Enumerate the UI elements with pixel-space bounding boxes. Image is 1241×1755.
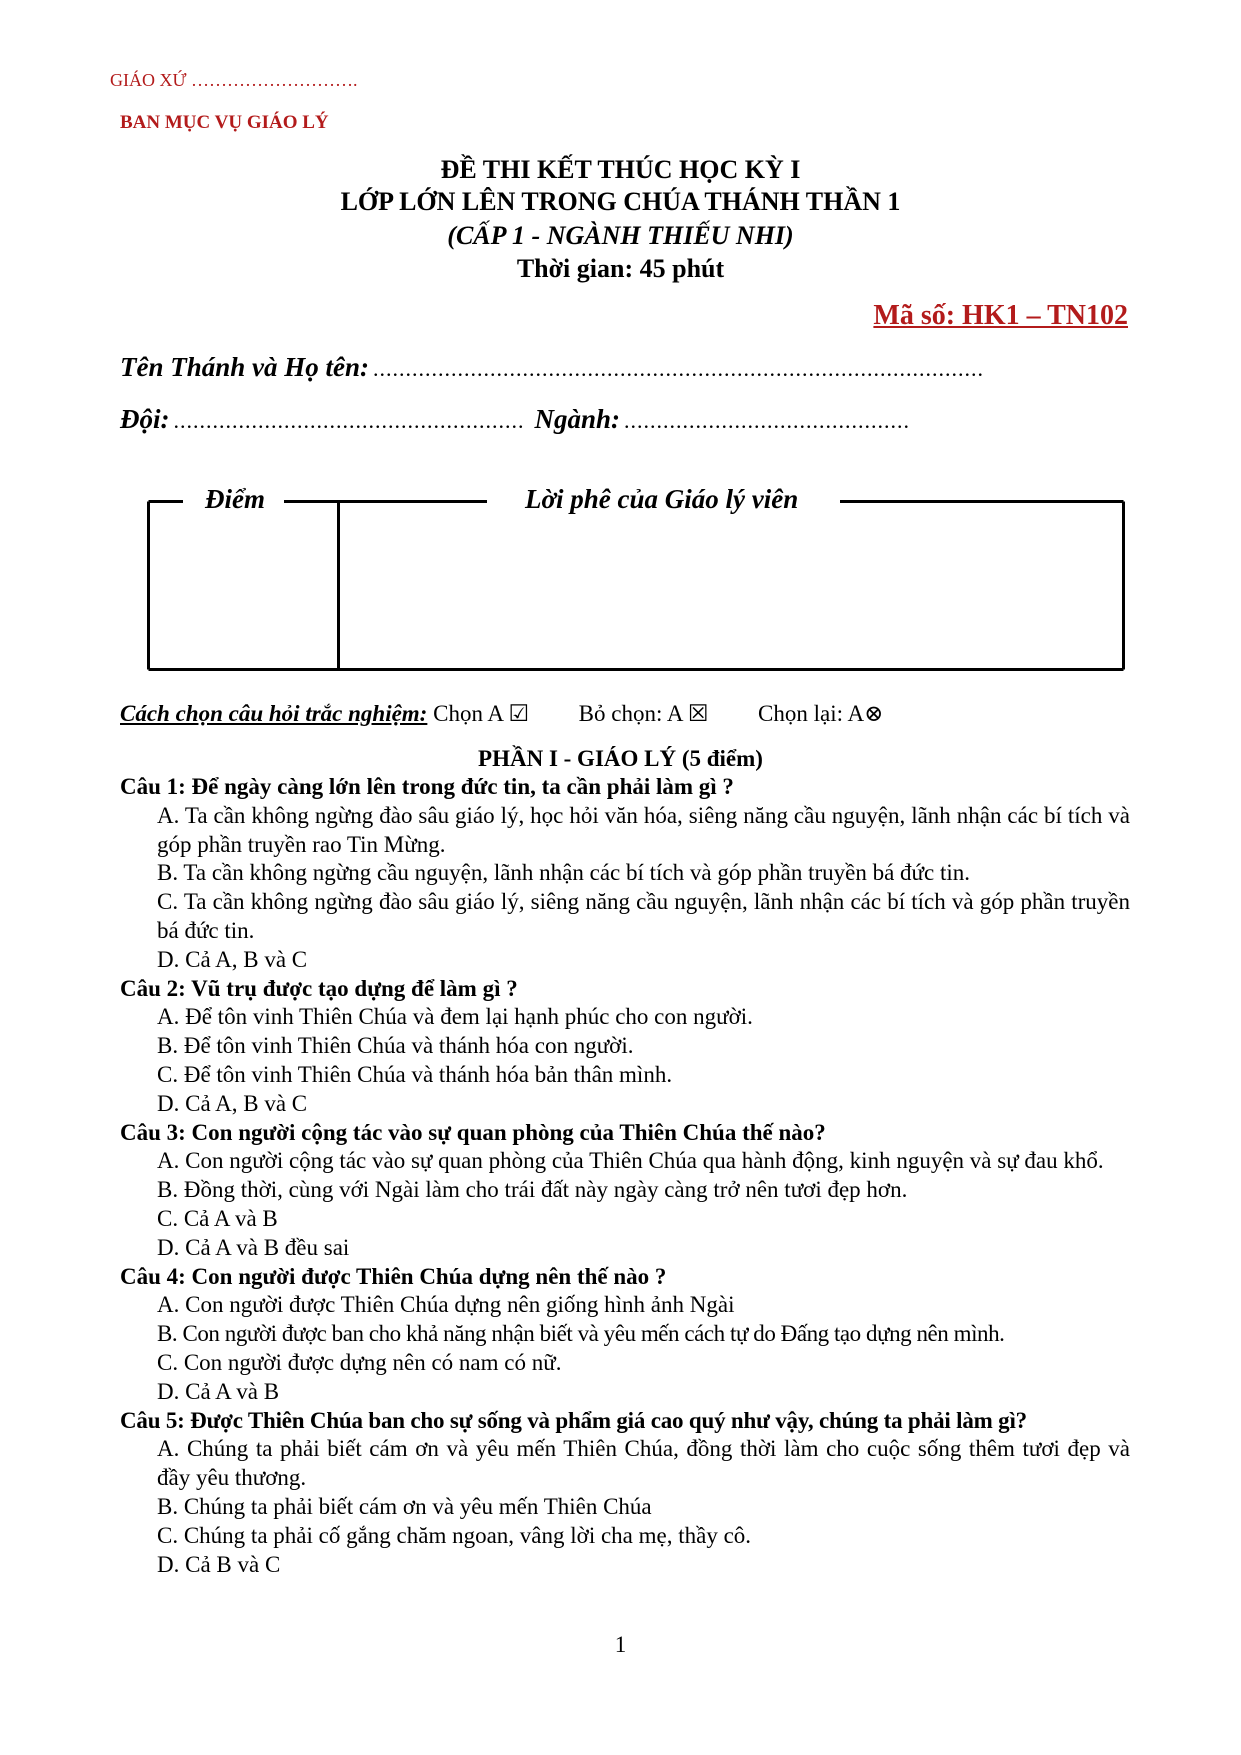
option-c[interactable] [120,1061,1130,1090]
option-a[interactable] [120,1291,1130,1320]
team-dots: ...................................................... [173,408,525,433]
name-dots: .............................................................................................. [373,356,985,381]
branch-field[interactable] [534,404,911,434]
option-text: C. Con người được dựng nên có nam có nữ. [157,1349,562,1375]
option-text: C. Ta cần không ngừng đào sâu giáo lý, siêng năng cầu nguyện, lãnh nhận các bí tích và góp phần truyền bá đức tin. [157,889,1130,943]
score-label: Điểm [205,484,265,514]
answer-instructions [120,701,883,727]
instructions-label: Cách chọn câu hỏi trắc nghiệm: [120,701,428,726]
parish-line: GIÁO XỨ ………………………. [110,70,358,90]
branch-dots: ............................................ [624,408,911,433]
question-2 [120,975,1130,1119]
option-text: A. Để tôn vinh Thiên Chúa và đem lại hạnh phúc cho con người. [157,1004,753,1030]
option-b[interactable] [120,859,1130,888]
option-text: B. Chúng ta phải biết cám ơn và yêu mến Thiên Chúa [157,1493,652,1519]
unchoose-instruction: Bỏ chọn: A ☒ [578,701,709,726]
score-comment-box [147,484,1125,671]
option-a[interactable] [120,1003,1130,1032]
option-text: A. Con người được Thiên Chúa dựng nên giống hình ảnh Ngài [157,1292,735,1318]
option-d[interactable] [120,1234,1130,1263]
option-c[interactable] [120,1349,1130,1378]
option-text: A. Chúng ta phải biết cám ơn và yêu mến Thiên Chúa, đồng thời làm cho cuộc sống thêm tươi đẹp và đầy yêu thương. [157,1436,1130,1491]
option-b[interactable] [120,1493,1130,1522]
exam-code: Mã số: HK1 – TN102 [873,300,1128,331]
exam-title: ĐỀ THI KẾT THÚC HỌC KỲ I [440,155,801,184]
question-text: Câu 2: Vũ trụ được tạo dựng để làm gì ? [120,975,518,1001]
option-text: D. Cả A, B và C [157,946,308,972]
option-b[interactable] [120,1176,1130,1205]
option-d[interactable] [120,1090,1130,1119]
class-title: LỚP LỚN LÊN TRONG CHÚA THÁNH THẦN 1 [340,187,901,216]
option-text: D. Cả B và C [157,1551,281,1577]
option-text: A. Ta cần không ngừng đào sâu giáo lý, học hỏi văn hóa, siêng năng cầu nguyện, lãnh nhận các bí tích và góp phần truyền rao Tin Mừng. [157,802,1130,857]
duration: Thời gian: 45 phút [516,254,725,283]
option-text: B. Con người được ban cho khả năng nhận biết và yêu mến cách tự do Đấng tạo dựng nên mình. [157,1321,1005,1347]
option-d[interactable] [120,946,1130,975]
option-text: C. Để tôn vinh Thiên Chúa và thánh hóa bản thân mình. [157,1061,673,1087]
question-list [120,773,1130,1579]
option-text: D. Cả A và B đều sai [157,1234,350,1260]
option-text: C. Cả A và B [157,1205,278,1231]
team-field[interactable] [120,404,529,434]
question-text: Câu 1: Để ngày càng lớn lên trong đức tin, ta cần phải làm gì ? [120,774,734,799]
option-text: B. Ta cần không ngừng cầu nguyện, lãnh nhận các bí tích và góp phần truyền bá đức tin. [157,860,970,886]
option-d[interactable] [120,1378,1130,1407]
option-c[interactable] [120,888,1130,946]
rechoose-instruction: Chọn lại: A⊗ [758,701,884,726]
catechism-board: BAN MỤC VỤ GIÁO LÝ [120,112,329,133]
option-text: D. Cả A và B [157,1378,280,1404]
option-b[interactable] [120,1320,1130,1349]
option-text: B. Đồng thời, cùng với Ngài làm cho trái đất này ngày càng trở nên tươi đẹp hơn. [157,1177,908,1203]
option-a[interactable] [120,1147,1130,1176]
question-text: Câu 5: Được Thiên Chúa ban cho sự sống và phẩm giá cao quý như vậy, chúng ta phải làm gì? [120,1407,1027,1433]
part-title: PHẦN I - GIÁO LÝ (5 điểm) [478,746,763,771]
question-text: Câu 3: Con người cộng tác vào sự quan phòng của Thiên Chúa thế nào? [120,1119,826,1145]
option-b[interactable] [120,1032,1130,1061]
option-c[interactable] [120,1205,1130,1234]
choose-instruction: Chọn A ☑ [433,701,530,726]
page-number: 1 [614,1632,627,1657]
question-text: Câu 4: Con người được Thiên Chúa dựng nên thế nào ? [120,1263,667,1289]
option-text: D. Cả A, B và C [157,1090,308,1116]
question-5 [120,1407,1130,1580]
option-a[interactable] [120,1435,1130,1493]
question-1 [120,773,1130,975]
score-box-frame [147,500,1125,671]
option-d[interactable] [120,1551,1130,1580]
branch-label: Ngành: [534,404,621,434]
team-branch-row [120,404,910,435]
name-label: Tên Thánh và Họ tên: [120,352,370,382]
name-field[interactable] [120,352,984,383]
option-text: A. Con người cộng tác vào sự quan phòng của Thiên Chúa qua hành động, kinh nguyện và sự đau khổ. [157,1148,1104,1174]
question-3 [120,1119,1130,1263]
comment-label: Lời phê của Giáo lý viên [525,484,799,514]
option-a[interactable] [120,802,1130,860]
level-title: (CẤP 1 - NGÀNH THIẾU NHI) [447,221,794,250]
question-4 [120,1263,1130,1407]
option-text: C. Chúng ta phải cố gắng chăm ngoan, vâng lời cha mẹ, thầy cô. [157,1522,752,1548]
option-text: B. Để tôn vinh Thiên Chúa và thánh hóa con người. [157,1033,634,1059]
team-label: Đội: [120,404,170,434]
option-c[interactable] [120,1522,1130,1551]
